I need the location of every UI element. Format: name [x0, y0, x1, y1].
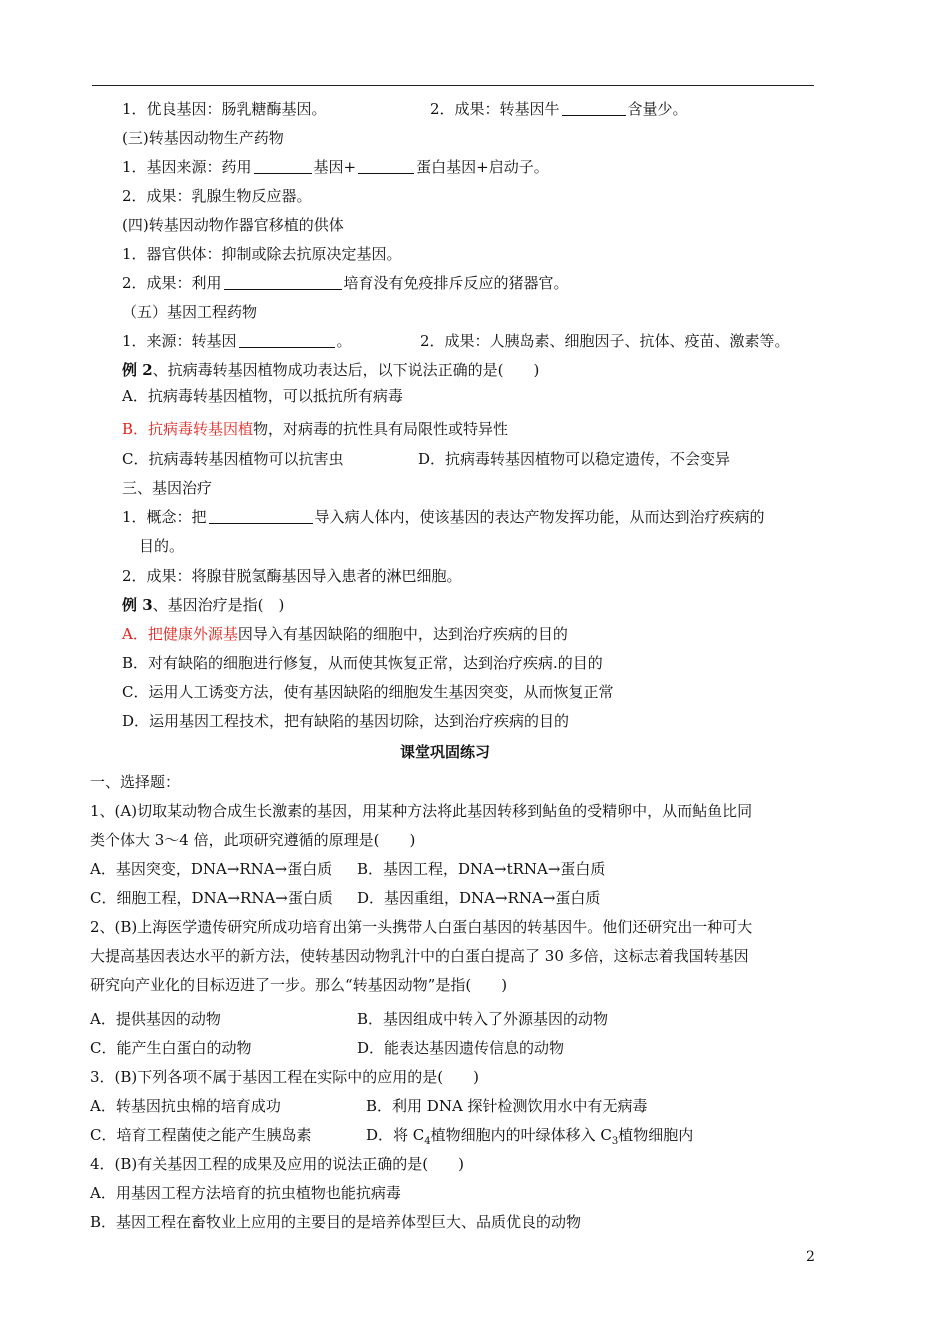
text-line: 2．成果：将腺苷脱氢酶基因导入患者的淋巴细胞。 — [122, 567, 462, 585]
option-a: A．抗病毒转基因植物，可以抵抗所有病毒 — [122, 387, 403, 405]
option-a: A．把健康外源基因导入有基因缺陷的细胞中，达到治疗疾病的目的 — [122, 625, 568, 643]
option-b: B．利用 DNA 探针检测饮用水中有无病毒 — [366, 1097, 648, 1115]
section-heading: (三)转基因动物生产药物 — [122, 129, 284, 147]
option-b: B．基因工程在畜牧业上应用的主要目的是培养体型巨大、品质优良的动物 — [90, 1213, 582, 1231]
option-c: C．培育工程菌使之能产生胰岛素 — [90, 1126, 312, 1144]
option-d: D．基因重组，DNA→RNA→蛋白质 — [357, 889, 601, 907]
option-a: A．提供基因的动物 — [90, 1010, 221, 1028]
option-a: A．用基因工程方法培育的抗虫植物也能抗病毒 — [90, 1184, 401, 1202]
section-heading: 三、基因治疗 — [122, 479, 213, 497]
option-a: A．转基因抗虫棉的培育成功 — [90, 1097, 281, 1115]
section-heading: (四)转基因动物作器官移植的供体 — [122, 216, 344, 234]
fill-blank[interactable] — [239, 333, 335, 348]
option-b: B．基因工程，DNA→tRNA→蛋白质 — [357, 860, 606, 878]
fill-blank[interactable] — [358, 159, 414, 174]
fill-blank[interactable] — [254, 159, 312, 174]
fill-blank[interactable] — [562, 101, 626, 116]
option-d: D．能表达基因遗传信息的动物 — [357, 1039, 565, 1057]
text-line: 1．概念：把 导入病人体内，使该基因的表达产物发挥功能，从而达到治疗疾病的 — [122, 508, 765, 526]
section-heading: （五）基因工程药物 — [122, 303, 258, 321]
option-b: B．对有缺陷的细胞进行修复，从而使其恢复正常，达到治疗疾病.的目的 — [122, 654, 603, 672]
question-text: 类个体大 3～4 倍，此项研究遵循的原理是( ) — [90, 831, 416, 849]
question-text: 2、(B)上海医学遗传研究所成功培育出第一头携带人白蛋白基因的转基因牛。他们还研究出一种可大 — [90, 918, 753, 936]
text-line: 2．成果：人胰岛素、细胞因子、抗体、疫苗、激素等。 — [420, 332, 790, 350]
text-line: 1．器官供体：抑制或除去抗原决定基因。 — [122, 245, 402, 263]
option-c: C．能产生白蛋白的动物 — [90, 1039, 252, 1057]
section-title: 课堂巩固练习 — [400, 743, 491, 761]
option-a: A．基因突变，DNA→RNA→蛋白质 — [90, 860, 333, 878]
question-text: 研究向产业化的目标迈进了一步。那么“转基因动物”是指( ) — [90, 976, 508, 994]
question-text: 1、(A)切取某动物合成生长激素的基因，用某种方法将此基因转移到鲇鱼的受精卵中，从而鲇鱼比同 — [90, 802, 753, 820]
text-line: 2．成果：乳腺生物反应器。 — [122, 187, 312, 205]
text-line: 2．成果：利用 培育没有免疫排斥反应的猪器官。 — [122, 274, 569, 292]
option-c: C．运用人工诱变方法，使有基因缺陷的细胞发生基因突变，从而恢复正常 — [122, 683, 614, 701]
option-b: B．抗病毒转基因植物，对病毒的抗性具有局限性或特异性 — [122, 420, 509, 438]
option-d: D．运用基因工程技术，把有缺陷的基因切除，达到治疗疾病的目的 — [122, 712, 570, 730]
question-text: 大提高基因表达水平的新方法，使转基因动物乳汁中的白蛋白提高了 30 多倍，这标志着我国转基因 — [90, 947, 749, 965]
question-text: 3．(B)下列各项不属于基因工程在实际中的应用的是( ) — [90, 1068, 479, 1086]
text-line: 1．优良基因：肠乳糖酶基因。 — [122, 100, 327, 118]
fill-blank[interactable] — [209, 509, 313, 524]
question-text: 4．(B)有关基因工程的成果及应用的说法正确的是( ) — [90, 1155, 464, 1173]
option-b: B．基因组成中转入了外源基因的动物 — [357, 1010, 609, 1028]
header-rule — [92, 85, 814, 86]
option-d: D．将 $C_4$植物细胞内的叶绿体移入 $C_3$植物细胞内 — [366, 1126, 694, 1147]
fill-blank[interactable] — [224, 275, 342, 290]
option-c: C．抗病毒转基因植物可以抗害虫 — [122, 450, 344, 468]
text-line: 1．基因来源：药用 基因+ 蛋白基因+启动子。 — [122, 158, 549, 176]
text-line: 2．成果：转基因牛 含量少。 — [430, 100, 688, 118]
example-question: 例 3、基因治疗是指( ) — [122, 596, 285, 614]
text-line: 目的。 — [139, 537, 185, 555]
text-line: 1．来源：转基因 。 — [122, 332, 352, 350]
option-d: D．抗病毒转基因植物可以稳定遗传，不会变异 — [418, 450, 731, 468]
page-number: 2 — [806, 1249, 815, 1265]
option-c: C．细胞工程，DNA→RNA→蛋白质 — [90, 889, 333, 907]
example-question: 例 2、抗病毒转基因植物成功表达后，以下说法正确的是( ) — [122, 361, 540, 379]
part-heading: 一、选择题： — [90, 773, 181, 791]
